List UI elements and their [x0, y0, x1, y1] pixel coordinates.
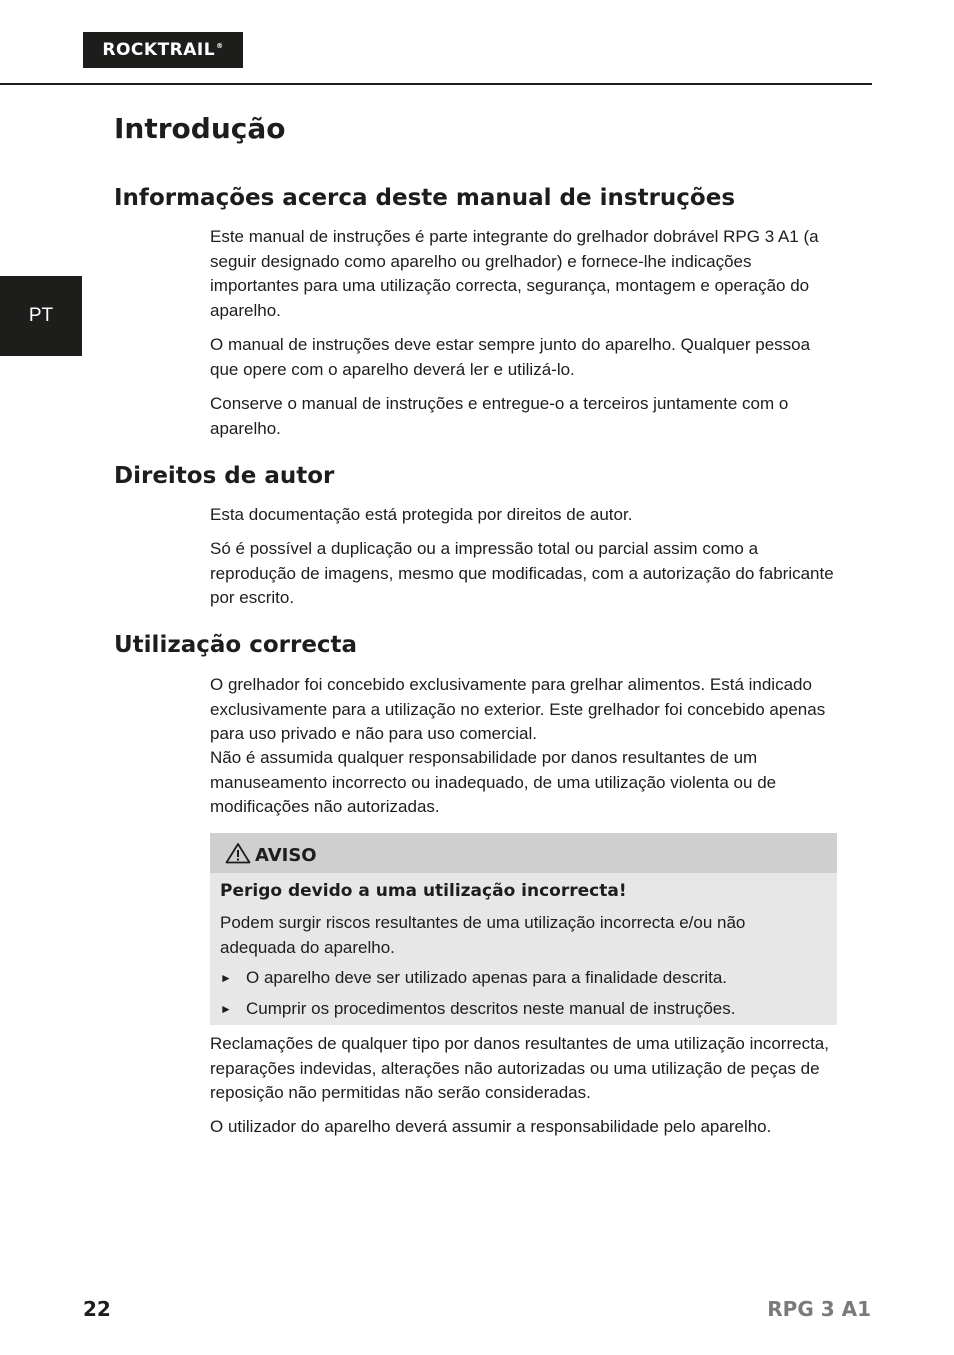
brand-name: ROCKTRAIL — [102, 40, 216, 60]
warning-bullet — [220, 968, 727, 988]
page-number: 22 — [83, 1297, 111, 1321]
warning-label: AVISO — [255, 845, 317, 866]
section-heading-intended-use: Utilização correcta — [114, 632, 358, 658]
warning-bullet-text: Cumprir os procedimentos descritos neste manual de instruções. — [246, 999, 736, 1018]
bullet-arrow-icon: ► — [220, 1002, 232, 1016]
warning-header — [210, 833, 837, 873]
warning-bullet-text: O aparelho deve ser utilizado apenas para a finalidade descrita. — [246, 968, 728, 987]
intended-use-paragraph-3: Reclamações de qualquer tipo por danos resultantes de uma utilização incorrecta, reparações indevidas, alterações não autorizadas ou uma utilização de peças de reposição não permitidas não serão consideradas. — [210, 1034, 829, 1102]
language-tab — [0, 276, 82, 356]
intended-use-paragraph-2: Não é assumida qualquer responsabilidade por danos resultantes de um manuseamento incorrecto ou inadequado, de uma utilização violenta ou de modificações não autorizadas. — [210, 748, 777, 816]
intended-use-paragraph-1: O grelhador foi concebido exclusivamente para grelhar alimentos. Está indicado exclusivamente para a utilização no exterior. Este grelhador foi concebido apenas para uso privado e não para uso comercial. — [210, 675, 826, 743]
warning-bullet — [220, 999, 735, 1019]
manual-info-paragraph-2: O manual de instruções deve estar sempre junto do aparelho. Qualquer pessoa que opere com o aparelho deverá ler e utilizá-lo. — [210, 335, 811, 379]
language-tab-label: PT — [28, 305, 54, 326]
copyright-paragraph-1: Esta documentação está protegida por direitos de autor. — [210, 505, 633, 524]
page-title: Introdução — [114, 112, 286, 145]
bullet-arrow-icon: ► — [220, 971, 232, 985]
intended-use-paragraph-4: O utilizador do aparelho deverá assumir a responsabilidade pelo aparelho. — [210, 1117, 772, 1136]
model-name: RPG 3 A1 — [767, 1297, 871, 1321]
section-heading-copyright: Direitos de autor — [114, 463, 335, 489]
warning-subtitle: Perigo devido a uma utilização incorrecta! — [220, 881, 627, 901]
section-heading-manual-info: Informações acerca deste manual de instruções — [114, 185, 736, 211]
brand-registered-mark: ® — [216, 42, 224, 50]
copyright-paragraph-2: Só é possível a duplicação ou a impressão total ou parcial assim como a reprodução de imagens, mesmo que modificadas, com a autorização do fabricante por escrito. — [210, 539, 834, 607]
brand-logo — [83, 32, 243, 68]
warning-box — [210, 833, 837, 1025]
warning-text: Podem surgir riscos resultantes de uma utilização incorrecta e/ou não adequada do aparelho. — [220, 913, 746, 957]
manual-info-paragraph-1: Este manual de instruções é parte integrante do grelhador dobrável RPG 3 A1 (a seguir designado como aparelho ou grelhador) e fornece-lhe indicações importantes para uma utilização correcta, segurança, montagem e operação do aparelho. — [210, 227, 819, 320]
warning-triangle-icon — [225, 842, 251, 864]
header-divider — [0, 83, 872, 85]
manual-info-paragraph-3: Conserve o manual de instruções e entregue-o a terceiros juntamente com o aparelho. — [210, 394, 789, 438]
